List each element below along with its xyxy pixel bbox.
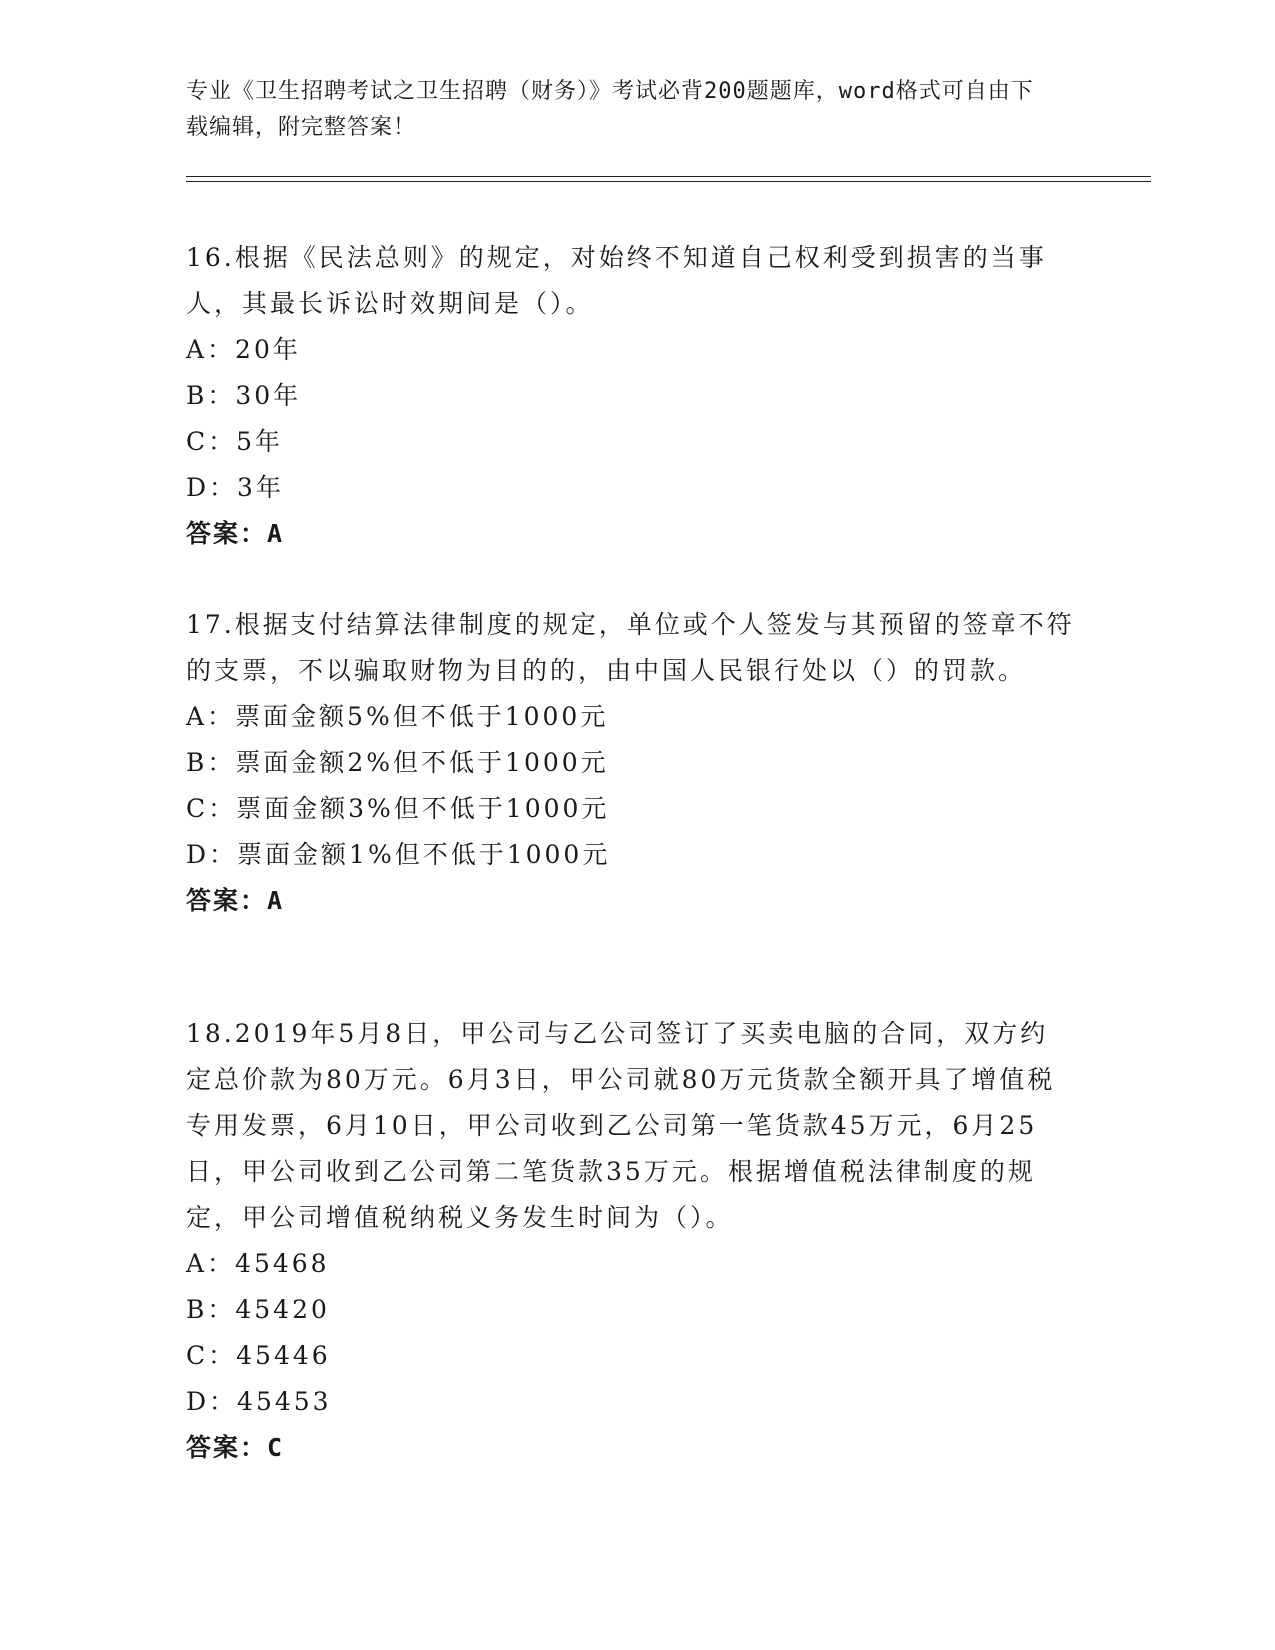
question-18: [186, 1011, 1086, 1471]
option-b: B：45420: [186, 1295, 330, 1324]
answer-label: 答案：A: [186, 886, 285, 915]
answer-label: 答案：A: [186, 519, 285, 548]
option-list: [186, 694, 1086, 878]
option-d: D：票面金额1%但不低于1000元: [186, 840, 611, 869]
option-d: D：3年: [186, 473, 284, 502]
answer-label: 答案：C: [186, 1433, 285, 1462]
option-c: C：5年: [186, 427, 284, 456]
document-header: 专业《卫生招聘考试之卫生招聘（财务）》考试必背200题题库，word格式可自由下载编辑，附完整答案！: [186, 79, 1034, 140]
option-a: A：45468: [186, 1249, 330, 1278]
option-a: A：20年: [186, 335, 301, 364]
header-divider: [186, 176, 1151, 177]
option-d: D：45453: [186, 1387, 332, 1416]
option-list: [186, 1241, 1086, 1425]
question-text: 17.根据支付结算法律制度的规定，单位或个人签发与其预留的签章不符的支票，不以骗取财物为目的的，由中国人民银行处以（）的罚款。: [186, 610, 1075, 685]
question-16: [186, 235, 1086, 557]
question-text: 16.根据《民法总则》的规定，对始终不知道自己权利受到损害的当事人，其最长诉讼时效期间是（）。: [186, 243, 1047, 318]
option-c: C：45446: [186, 1341, 331, 1370]
option-b: B：票面金额2%但不低于1000元: [186, 748, 609, 777]
question-17: [186, 602, 1086, 924]
option-b: B：30年: [186, 381, 302, 410]
header-divider-double: [186, 181, 1151, 182]
option-list: [186, 327, 1086, 511]
question-text: 18.2019年5月8日，甲公司与乙公司签订了买卖电脑的合同，双方约定总价款为80万元。6月3日，甲公司就80万元货款全额开具了增值税专用发票，6月10日，甲公司收到乙公司第一笔货款45万元，6月25日，甲公司收到乙公司第二笔货款35万元。根据增值税法律制度的规定，甲公司增值税纳税义务发生时间为（）。: [186, 1019, 1056, 1232]
option-a: A：票面金额5%但不低于1000元: [186, 702, 609, 731]
option-c: C：票面金额3%但不低于1000元: [186, 794, 610, 823]
